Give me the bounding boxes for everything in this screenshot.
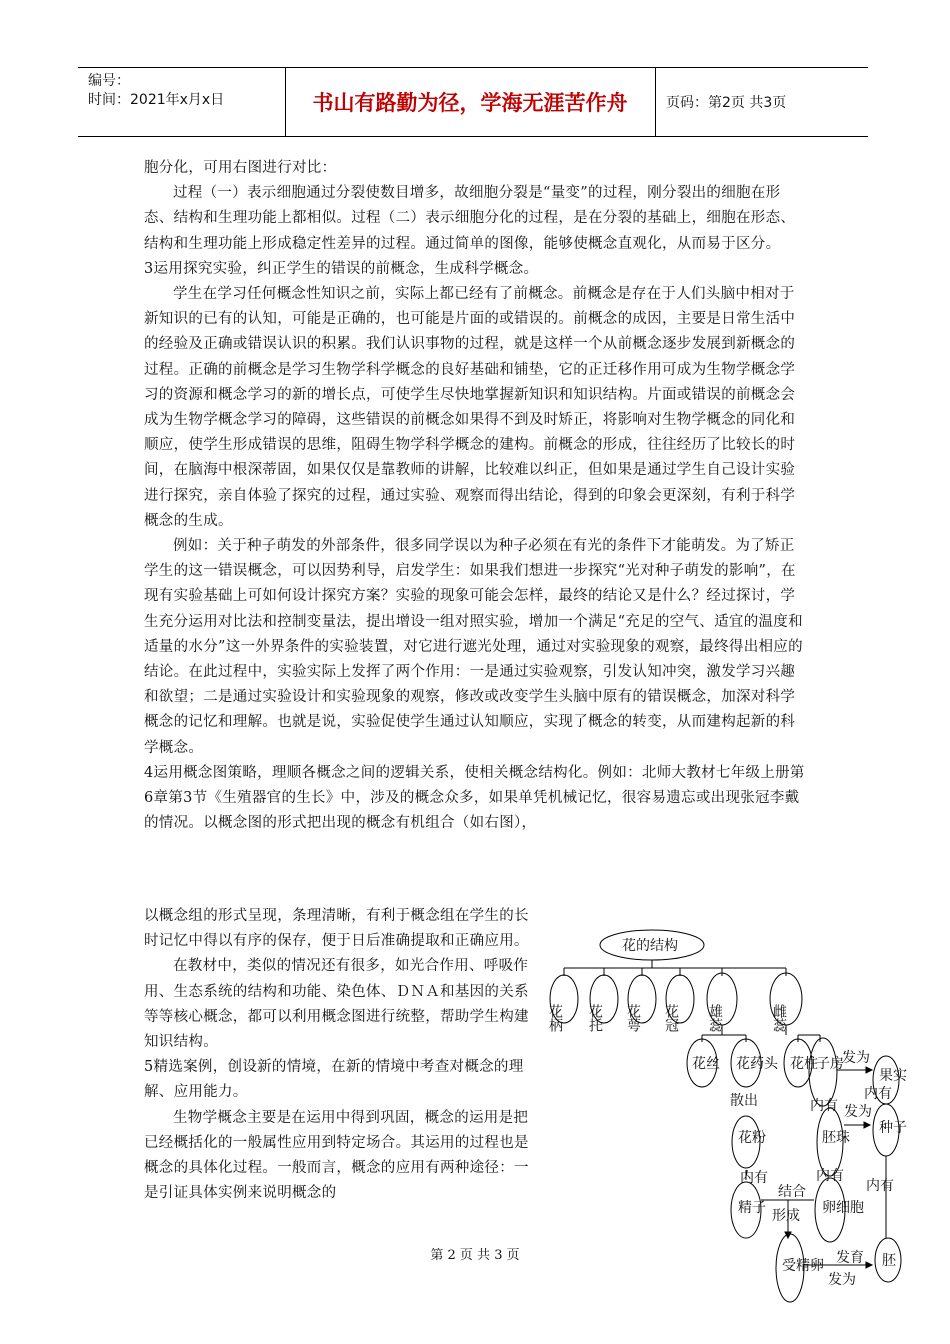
time-label: 时间：2021年x月x日	[88, 92, 225, 108]
page-footer: 第 2 页 共 3 页	[430, 1248, 520, 1263]
node-peizhu: 胚珠	[822, 1130, 850, 1146]
root-node: 花的结构	[622, 938, 678, 954]
node-xiongrui: 雄蕊	[707, 1004, 723, 1032]
section-heading: 5精选案例，创设新的情境，在新的情境中考查对概念的理解、应用能力。	[144, 1059, 524, 1101]
main-text	[144, 156, 806, 836]
side-text	[144, 904, 536, 1206]
paragraph: 例如：关于种子萌发的外部条件，很多同学误以为种子必须在有光的条件下才能萌发。为了矫正学生的这一错误概念，可以因势利导，启发学生：如果我们想进一步探究“光对种子萌发的影响”，在现有实验基础上可如何设计探究方案？实验的现象可能会怎样，最终的结论又是什么？经过探讨，学生充分运用对比法和控制变量法，提出增设一组对照实验，增加一个满足“充足的空气、适宜的温度和适量的水分”这一外界条件的实验装置，对它进行遮光处理，通过对实验现象的观察，最终得出相应的结论。在此过程中，实验实际上发挥了两个作用：一是通过实验观察，引发认知冲突，激发学习兴趣和欲望；二是通过实验设计和实验现象的观察，修改或改变学生头脑中原有的错误概念，加深对科学概念的记忆和理解。也就是说，实验促使学生通过认知顺应，实现了概念的转变，从而建构起新的科学概念。	[144, 538, 803, 756]
paragraph: 过程（一）表示细胞通过分裂使数目增多，故细胞分裂是“量变”的过程，刚分裂出的细胞在形态、结构和生理功能上都相似。过程（二）表示细胞分化的过程，是在分裂的基础上，细胞在形态、结构和生理功能上形成稳定性差异的过程。通过简单的图像，能够使概念直观化，从而易于区分。	[144, 185, 796, 252]
edge-label: 发为	[828, 1272, 856, 1288]
paragraph: 生物学概念主要是在运用中得到巩固，概念的运用是把已经概括化的一般属性应用到特定场合。其运用的过程也是概念的具体化过程。一般而言，概念的应用有两种途径：一是引证具体实例来说明概念的	[144, 1109, 529, 1202]
edge-label: 内有	[740, 1170, 768, 1186]
node-zhongzi: 种子	[879, 1120, 907, 1136]
paragraph: 胞分化，可用右图进行对比：	[144, 160, 337, 176]
node-huabing: 花柄	[547, 1004, 563, 1032]
node-huatuo: 花托	[587, 1004, 603, 1032]
node-guoshi: 果实	[879, 1068, 907, 1084]
edge-label: 形成	[772, 1208, 800, 1224]
node-huafen: 花粉	[738, 1130, 766, 1146]
node-huae: 花萼	[625, 1004, 641, 1032]
node-jingzi: 精子	[738, 1200, 766, 1216]
edge-label: 内有	[816, 1168, 844, 1184]
node-huayaotou: 花药头	[736, 1056, 778, 1072]
edge-label: 发育	[836, 1250, 864, 1266]
section-heading: 3运用探究实验，纠正学生的错误的前概念，生成科学概念。	[144, 260, 539, 277]
node-huaguan: 花冠	[663, 1004, 679, 1032]
node-pei: 胚	[882, 1253, 896, 1269]
number-label: 编号：	[88, 73, 130, 89]
node-huazhu: 花柱	[790, 1056, 818, 1072]
node-huasi: 花丝	[692, 1056, 720, 1072]
edge-label: 内有	[864, 1086, 892, 1102]
edge-label: 散出	[730, 1093, 758, 1109]
paragraph: 以概念组的形式呈现，条理清晰，有利于概念组在学生的长时记忆中得以有序的保存，便于日后准确提取和正确应用。	[144, 908, 529, 950]
header-meta	[78, 68, 295, 140]
node-luanxibao: 卵细胞	[822, 1200, 864, 1216]
section-heading: 4运用概念图策略，理顺各概念之间的逻辑关系，使相关概念结构化。例如：北师大教材七年级上册第6章第3节《生殖器官的生长》中，涉及的概念众多，如果单凭机械记忆，很容易遗忘或出现张冠李戴的情况。以概念图的形式把出现的概念有机组合（如右图），	[144, 764, 805, 832]
edge-label: 发为	[844, 1104, 872, 1120]
edge-label: 内有	[866, 1178, 894, 1194]
header-table	[78, 67, 868, 137]
node-shoujingluan: 受精卵	[782, 1258, 824, 1274]
node-cirui: 雌蕊	[771, 1004, 787, 1032]
header-page-info: 页码：第2页 共3页	[666, 95, 787, 111]
edge-label: 结合	[778, 1184, 806, 1200]
edge-label: 内有	[810, 1098, 838, 1114]
paragraph: 学生在学习任何概念性知识之前，实际上都已经有了前概念。前概念是存在于人们头脑中相对于新知识的已有的认知，可能是正确的，也可能是片面的或错误的。前概念的成因，主要是日常生活中的经验及正确或错误认识的积累。我们认识事物的过程，就是这样一个从前概念逐步发展到新概念的过程。正确的前概念是学习生物学科学概念的良好基础和铺垫，它的正迁移作用可成为生物学概念学习的资源和概念学习的新的增长点，可使学生尽快地掌握新知识和知识结构。片面或错误的前概念会成为生物学概念学习的障碍，这些错误的前概念如果得不到及时矫正，将影响对生物学概念的同化和顺应，使学生形成错误的思维，阻碍生物学科学概念的建构。前概念的形成，往往经历了比较长的时间，在脑海中根深蒂固，如果仅仅是靠教师的讲解，比较难以纠正，但如果是通过学生自己设计实验进行探究，亲自体验了探究的过程，通过实验、观察而得出结论，得到的印象会更深刻，有利于科学概念的生成。	[144, 286, 796, 529]
node-zifang: 子房	[816, 1056, 844, 1072]
paragraph: 在教材中，类似的情况还有很多，如光合作用、呼吸作用、生态系统的结构和功能、染色体、ＤＮＡ和基因的关系等等核心概念，都可以利用概念图进行统整，帮助学生构建知识结构。	[144, 958, 529, 1051]
edge-label: 发为	[842, 1050, 870, 1066]
header-motto: 书山有路勤为径，学海无涯苦作舟	[312, 91, 628, 115]
